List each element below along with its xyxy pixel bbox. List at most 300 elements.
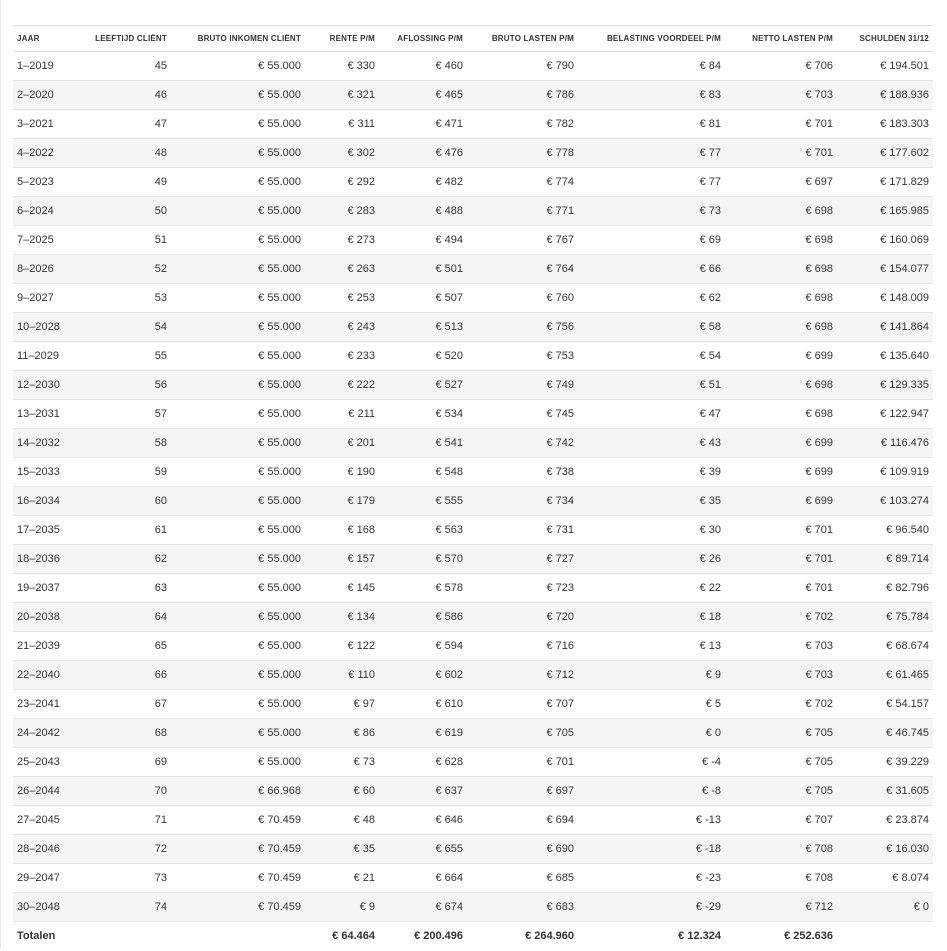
cell-col-gross-costs-pm: € 764 (467, 255, 578, 284)
cell-col-year: 27–2045 (13, 806, 87, 835)
mortgage-schedule-table (13, 25, 933, 951)
cell-col-net-costs-pm: € 698 (725, 197, 837, 226)
cell-col-client-age: 50 (87, 197, 171, 226)
cell-col-repayment-pm: € 471 (379, 110, 467, 139)
cell-col-gross-costs-pm: € 742 (467, 429, 578, 458)
table-row (13, 835, 933, 864)
cell-col-year: 8–2026 (13, 255, 87, 284)
table-body (13, 52, 933, 922)
cell-col-repayment-pm: € 664 (379, 864, 467, 893)
cell-col-year: 28–2046 (13, 835, 87, 864)
cell-col-net-costs-pm: € 697 (725, 168, 837, 197)
table-row (13, 52, 933, 81)
cell-col-repayment-pm: € 482 (379, 168, 467, 197)
cell-col-repayment-pm: € 610 (379, 690, 467, 719)
cell-col-net-costs-pm: € 712 (725, 893, 837, 922)
cell-col-gross-income: € 55.000 (171, 197, 305, 226)
cell-col-gross-income: € 55.000 (171, 458, 305, 487)
cell-col-interest-pm: € 110 (305, 661, 379, 690)
cell-col-gross-costs-pm: € 760 (467, 284, 578, 313)
header-col-gross-costs-pm: BRUTO LASTEN P/M (467, 26, 578, 52)
total-col-tax-benefit-pm: € 12.324 (578, 922, 725, 951)
cell-col-debt-year-end: € 61.465 (837, 661, 933, 690)
cell-col-gross-income: € 55.000 (171, 748, 305, 777)
cell-col-gross-income: € 55.000 (171, 487, 305, 516)
cell-col-year: 14–2032 (13, 429, 87, 458)
table-row (13, 81, 933, 110)
cell-col-interest-pm: € 211 (305, 400, 379, 429)
header-col-gross-income: BRUTO INKOMEN CLIËNT (171, 26, 305, 52)
cell-col-year: 21–2039 (13, 632, 87, 661)
cell-col-interest-pm: € 35 (305, 835, 379, 864)
cell-col-repayment-pm: € 488 (379, 197, 467, 226)
cell-col-year: 3–2021 (13, 110, 87, 139)
cell-col-repayment-pm: € 520 (379, 342, 467, 371)
cell-col-net-costs-pm: € 699 (725, 342, 837, 371)
cell-col-interest-pm: € 283 (305, 197, 379, 226)
cell-col-repayment-pm: € 628 (379, 748, 467, 777)
cell-col-gross-income: € 55.000 (171, 168, 305, 197)
cell-col-interest-pm: € 157 (305, 545, 379, 574)
cell-col-interest-pm: € 134 (305, 603, 379, 632)
cell-col-client-age: 64 (87, 603, 171, 632)
cell-col-net-costs-pm: € 699 (725, 487, 837, 516)
table-row (13, 632, 933, 661)
cell-col-gross-income: € 55.000 (171, 400, 305, 429)
cell-col-interest-pm: € 233 (305, 342, 379, 371)
cell-col-client-age: 57 (87, 400, 171, 429)
total-col-repayment-pm: € 200.496 (379, 922, 467, 951)
table-row (13, 806, 933, 835)
cell-col-repayment-pm: € 534 (379, 400, 467, 429)
cell-col-interest-pm: € 273 (305, 226, 379, 255)
cell-col-gross-income: € 55.000 (171, 661, 305, 690)
table-row (13, 139, 933, 168)
cell-col-net-costs-pm: € 705 (725, 719, 837, 748)
cell-col-gross-costs-pm: € 712 (467, 661, 578, 690)
total-col-gross-costs-pm: € 264.960 (467, 922, 578, 951)
cell-col-net-costs-pm: € 703 (725, 632, 837, 661)
cell-col-year: 4–2022 (13, 139, 87, 168)
cell-col-debt-year-end: € 39.229 (837, 748, 933, 777)
cell-col-tax-benefit-pm: € 77 (578, 139, 725, 168)
cell-col-interest-pm: € 73 (305, 748, 379, 777)
cell-col-repayment-pm: € 578 (379, 574, 467, 603)
cell-col-gross-income: € 70.459 (171, 893, 305, 922)
cell-col-client-age: 61 (87, 516, 171, 545)
cell-col-debt-year-end: € 183.303 (837, 110, 933, 139)
cell-col-debt-year-end: € 23.874 (837, 806, 933, 835)
cell-col-gross-costs-pm: € 705 (467, 719, 578, 748)
cell-col-year: 11–2029 (13, 342, 87, 371)
cell-col-tax-benefit-pm: € 51 (578, 371, 725, 400)
cell-col-net-costs-pm: € 698 (725, 313, 837, 342)
table-row (13, 226, 933, 255)
cell-col-client-age: 73 (87, 864, 171, 893)
cell-col-gross-income: € 55.000 (171, 719, 305, 748)
header-col-interest-pm: RENTE P/M (305, 26, 379, 52)
cell-col-gross-income: € 70.459 (171, 806, 305, 835)
table-row (13, 719, 933, 748)
cell-col-debt-year-end: € 135.640 (837, 342, 933, 371)
cell-col-interest-pm: € 60 (305, 777, 379, 806)
cell-col-debt-year-end: € 188.936 (837, 81, 933, 110)
cell-col-interest-pm: € 190 (305, 458, 379, 487)
table-row (13, 255, 933, 284)
cell-col-net-costs-pm: € 701 (725, 139, 837, 168)
cell-col-repayment-pm: € 602 (379, 661, 467, 690)
cell-col-debt-year-end: € 8.074 (837, 864, 933, 893)
cell-col-year: 13–2031 (13, 400, 87, 429)
cell-col-gross-costs-pm: € 738 (467, 458, 578, 487)
cell-col-debt-year-end: € 75.784 (837, 603, 933, 632)
cell-col-debt-year-end: € 116.476 (837, 429, 933, 458)
cell-col-client-age: 54 (87, 313, 171, 342)
cell-col-debt-year-end: € 160.069 (837, 226, 933, 255)
cell-col-gross-income: € 55.000 (171, 574, 305, 603)
cell-col-net-costs-pm: € 701 (725, 110, 837, 139)
cell-col-net-costs-pm: € 701 (725, 516, 837, 545)
cell-col-tax-benefit-pm: € -8 (578, 777, 725, 806)
cell-col-gross-costs-pm: € 727 (467, 545, 578, 574)
cell-col-gross-costs-pm: € 778 (467, 139, 578, 168)
cell-col-client-age: 59 (87, 458, 171, 487)
cell-col-tax-benefit-pm: € 84 (578, 52, 725, 81)
table-row (13, 661, 933, 690)
cell-col-gross-income: € 70.459 (171, 835, 305, 864)
cell-col-tax-benefit-pm: € 58 (578, 313, 725, 342)
cell-col-year: 9–2027 (13, 284, 87, 313)
cell-col-net-costs-pm: € 705 (725, 777, 837, 806)
cell-col-client-age: 51 (87, 226, 171, 255)
cell-col-debt-year-end: € 171.829 (837, 168, 933, 197)
cell-col-interest-pm: € 21 (305, 864, 379, 893)
cell-col-net-costs-pm: € 703 (725, 81, 837, 110)
cell-col-interest-pm: € 311 (305, 110, 379, 139)
cell-col-year: 24–2042 (13, 719, 87, 748)
cell-col-year: 10–2028 (13, 313, 87, 342)
table-header (13, 26, 933, 52)
cell-col-client-age: 60 (87, 487, 171, 516)
cell-col-client-age: 46 (87, 81, 171, 110)
cell-col-client-age: 63 (87, 574, 171, 603)
cell-col-gross-income: € 55.000 (171, 110, 305, 139)
cell-col-net-costs-pm: € 698 (725, 284, 837, 313)
cell-col-interest-pm: € 97 (305, 690, 379, 719)
table-row (13, 458, 933, 487)
cell-col-net-costs-pm: € 702 (725, 603, 837, 632)
table-row (13, 400, 933, 429)
cell-col-gross-income: € 55.000 (171, 342, 305, 371)
cell-col-debt-year-end: € 154.077 (837, 255, 933, 284)
cell-col-debt-year-end: € 82.796 (837, 574, 933, 603)
cell-col-year: 23–2041 (13, 690, 87, 719)
cell-col-tax-benefit-pm: € 62 (578, 284, 725, 313)
cell-col-repayment-pm: € 460 (379, 52, 467, 81)
total-col-gross-income (171, 922, 305, 951)
cell-col-interest-pm: € 48 (305, 806, 379, 835)
cell-col-gross-costs-pm: € 707 (467, 690, 578, 719)
cell-col-net-costs-pm: € 699 (725, 458, 837, 487)
table-row (13, 574, 933, 603)
cell-col-gross-income: € 55.000 (171, 52, 305, 81)
header-col-tax-benefit-pm: BELASTING VOORDEEL P/M (578, 26, 725, 52)
cell-col-gross-costs-pm: € 683 (467, 893, 578, 922)
cell-col-repayment-pm: € 563 (379, 516, 467, 545)
cell-col-tax-benefit-pm: € 9 (578, 661, 725, 690)
cell-col-repayment-pm: € 494 (379, 226, 467, 255)
cell-col-client-age: 68 (87, 719, 171, 748)
cell-col-debt-year-end: € 165.985 (837, 197, 933, 226)
cell-col-gross-income: € 55.000 (171, 429, 305, 458)
cell-col-gross-income: € 55.000 (171, 632, 305, 661)
cell-col-net-costs-pm: € 698 (725, 371, 837, 400)
cell-col-client-age: 49 (87, 168, 171, 197)
cell-col-tax-benefit-pm: € 77 (578, 168, 725, 197)
cell-col-interest-pm: € 302 (305, 139, 379, 168)
cell-col-tax-benefit-pm: € 73 (578, 197, 725, 226)
cell-col-client-age: 65 (87, 632, 171, 661)
table-row (13, 690, 933, 719)
total-col-net-costs-pm: € 252.636 (725, 922, 837, 951)
cell-col-net-costs-pm: € 705 (725, 748, 837, 777)
cell-col-interest-pm: € 321 (305, 81, 379, 110)
cell-col-year: 18–2036 (13, 545, 87, 574)
cell-col-debt-year-end: € 0 (837, 893, 933, 922)
cell-col-debt-year-end: € 96.540 (837, 516, 933, 545)
cell-col-repayment-pm: € 513 (379, 313, 467, 342)
cell-col-tax-benefit-pm: € 83 (578, 81, 725, 110)
cell-col-client-age: 52 (87, 255, 171, 284)
table-row (13, 197, 933, 226)
cell-col-debt-year-end: € 177.602 (837, 139, 933, 168)
cell-col-gross-income: € 55.000 (171, 255, 305, 284)
cell-col-gross-income: € 55.000 (171, 284, 305, 313)
cell-col-debt-year-end: € 31.605 (837, 777, 933, 806)
cell-col-interest-pm: € 179 (305, 487, 379, 516)
cell-col-tax-benefit-pm: € -23 (578, 864, 725, 893)
header-col-client-age: LEEFTIJD CLIËNT (87, 26, 171, 52)
cell-col-repayment-pm: € 570 (379, 545, 467, 574)
cell-col-gross-income: € 55.000 (171, 226, 305, 255)
cell-col-gross-income: € 55.000 (171, 313, 305, 342)
cell-col-net-costs-pm: € 698 (725, 226, 837, 255)
cell-col-client-age: 71 (87, 806, 171, 835)
table-row (13, 487, 933, 516)
table-row (13, 284, 933, 313)
cell-col-gross-costs-pm: € 685 (467, 864, 578, 893)
cell-col-tax-benefit-pm: € 81 (578, 110, 725, 139)
cell-col-tax-benefit-pm: € 69 (578, 226, 725, 255)
cell-col-tax-benefit-pm: € 35 (578, 487, 725, 516)
cell-col-tax-benefit-pm: € 39 (578, 458, 725, 487)
cell-col-gross-costs-pm: € 790 (467, 52, 578, 81)
table-row (13, 516, 933, 545)
cell-col-repayment-pm: € 501 (379, 255, 467, 284)
cell-col-client-age: 66 (87, 661, 171, 690)
cell-col-client-age: 55 (87, 342, 171, 371)
cell-col-interest-pm: € 145 (305, 574, 379, 603)
cell-col-repayment-pm: € 507 (379, 284, 467, 313)
cell-col-gross-income: € 70.459 (171, 864, 305, 893)
cell-col-repayment-pm: € 646 (379, 806, 467, 835)
cell-col-debt-year-end: € 129.335 (837, 371, 933, 400)
cell-col-tax-benefit-pm: € 47 (578, 400, 725, 429)
cell-col-debt-year-end: € 89.714 (837, 545, 933, 574)
cell-col-gross-costs-pm: € 701 (467, 748, 578, 777)
cell-col-gross-costs-pm: € 745 (467, 400, 578, 429)
table-row (13, 371, 933, 400)
cell-col-interest-pm: € 330 (305, 52, 379, 81)
cell-col-debt-year-end: € 68.674 (837, 632, 933, 661)
cell-col-debt-year-end: € 46.745 (837, 719, 933, 748)
cell-col-year: 25–2043 (13, 748, 87, 777)
cell-col-debt-year-end: € 194.501 (837, 52, 933, 81)
cell-col-tax-benefit-pm: € 43 (578, 429, 725, 458)
cell-col-interest-pm: € 168 (305, 516, 379, 545)
cell-col-year: 20–2038 (13, 603, 87, 632)
cell-col-client-age: 67 (87, 690, 171, 719)
cell-col-repayment-pm: € 619 (379, 719, 467, 748)
cell-col-gross-income: € 55.000 (171, 81, 305, 110)
cell-col-client-age: 45 (87, 52, 171, 81)
cell-col-net-costs-pm: € 706 (725, 52, 837, 81)
cell-col-interest-pm: € 292 (305, 168, 379, 197)
cell-col-net-costs-pm: € 699 (725, 429, 837, 458)
table-row (13, 777, 933, 806)
cell-col-client-age: 69 (87, 748, 171, 777)
cell-col-gross-income: € 55.000 (171, 516, 305, 545)
table-row (13, 429, 933, 458)
cell-col-year: 5–2023 (13, 168, 87, 197)
table-row (13, 342, 933, 371)
cell-col-tax-benefit-pm: € -4 (578, 748, 725, 777)
cell-col-debt-year-end: € 122.947 (837, 400, 933, 429)
table-row (13, 864, 933, 893)
cell-col-debt-year-end: € 16.030 (837, 835, 933, 864)
cell-col-gross-costs-pm: € 771 (467, 197, 578, 226)
cell-col-gross-costs-pm: € 774 (467, 168, 578, 197)
cell-col-net-costs-pm: € 702 (725, 690, 837, 719)
cell-col-debt-year-end: € 141.864 (837, 313, 933, 342)
header-col-net-costs-pm: NETTO LASTEN P/M (725, 26, 837, 52)
cell-col-tax-benefit-pm: € 5 (578, 690, 725, 719)
cell-col-interest-pm: € 253 (305, 284, 379, 313)
cell-col-tax-benefit-pm: € -13 (578, 806, 725, 835)
cell-col-interest-pm: € 263 (305, 255, 379, 284)
cell-col-interest-pm: € 86 (305, 719, 379, 748)
cell-col-interest-pm: € 243 (305, 313, 379, 342)
cell-col-year: 12–2030 (13, 371, 87, 400)
cell-col-client-age: 58 (87, 429, 171, 458)
total-col-client-age (87, 922, 171, 951)
cell-col-gross-costs-pm: € 756 (467, 313, 578, 342)
cell-col-year: 29–2047 (13, 864, 87, 893)
cell-col-interest-pm: € 9 (305, 893, 379, 922)
cell-col-repayment-pm: € 527 (379, 371, 467, 400)
cell-col-tax-benefit-pm: € -18 (578, 835, 725, 864)
cell-col-gross-costs-pm: € 782 (467, 110, 578, 139)
table-row (13, 748, 933, 777)
total-col-debt-year-end (837, 922, 933, 951)
table-row (13, 168, 933, 197)
cell-col-year: 15–2033 (13, 458, 87, 487)
cell-col-repayment-pm: € 594 (379, 632, 467, 661)
cell-col-tax-benefit-pm: € 18 (578, 603, 725, 632)
cell-col-tax-benefit-pm: € 30 (578, 516, 725, 545)
cell-col-repayment-pm: € 555 (379, 487, 467, 516)
cell-col-year: 6–2024 (13, 197, 87, 226)
cell-col-repayment-pm: € 465 (379, 81, 467, 110)
header-row (13, 26, 933, 52)
table-row (13, 545, 933, 574)
table-row (13, 603, 933, 632)
cell-col-gross-costs-pm: € 749 (467, 371, 578, 400)
header-col-repayment-pm: AFLOSSING P/M (379, 26, 467, 52)
cell-col-gross-income: € 55.000 (171, 545, 305, 574)
cell-col-debt-year-end: € 109.919 (837, 458, 933, 487)
cell-col-repayment-pm: € 655 (379, 835, 467, 864)
cell-col-client-age: 74 (87, 893, 171, 922)
cell-col-year: 19–2037 (13, 574, 87, 603)
cell-col-year: 1–2019 (13, 52, 87, 81)
total-col-interest-pm: € 64.464 (305, 922, 379, 951)
cell-col-tax-benefit-pm: € 13 (578, 632, 725, 661)
cell-col-client-age: 53 (87, 284, 171, 313)
cell-col-debt-year-end: € 103.274 (837, 487, 933, 516)
cell-col-net-costs-pm: € 701 (725, 574, 837, 603)
cell-col-year: 26–2044 (13, 777, 87, 806)
cell-col-gross-income: € 66.968 (171, 777, 305, 806)
cell-col-debt-year-end: € 148.009 (837, 284, 933, 313)
cell-col-gross-costs-pm: € 767 (467, 226, 578, 255)
cell-col-gross-costs-pm: € 731 (467, 516, 578, 545)
cell-col-repayment-pm: € 541 (379, 429, 467, 458)
cell-col-year: 17–2035 (13, 516, 87, 545)
cell-col-interest-pm: € 201 (305, 429, 379, 458)
cell-col-repayment-pm: € 548 (379, 458, 467, 487)
table-footer (13, 922, 933, 951)
cell-col-tax-benefit-pm: € -29 (578, 893, 725, 922)
cell-col-tax-benefit-pm: € 54 (578, 342, 725, 371)
cell-col-gross-costs-pm: € 720 (467, 603, 578, 632)
totals-label: Totalen (13, 922, 87, 951)
cell-col-gross-income: € 55.000 (171, 371, 305, 400)
header-col-year: JAAR (13, 26, 87, 52)
cell-col-tax-benefit-pm: € 0 (578, 719, 725, 748)
cell-col-tax-benefit-pm: € 22 (578, 574, 725, 603)
cell-col-gross-costs-pm: € 786 (467, 81, 578, 110)
cell-col-year: 2–2020 (13, 81, 87, 110)
table-row (13, 893, 933, 922)
cell-col-year: 7–2025 (13, 226, 87, 255)
cell-col-gross-income: € 55.000 (171, 690, 305, 719)
cell-col-year: 22–2040 (13, 661, 87, 690)
cell-col-gross-costs-pm: € 734 (467, 487, 578, 516)
cell-col-client-age: 48 (87, 139, 171, 168)
cell-col-tax-benefit-pm: € 26 (578, 545, 725, 574)
cell-col-client-age: 72 (87, 835, 171, 864)
cell-col-gross-costs-pm: € 753 (467, 342, 578, 371)
cell-col-year: 30–2048 (13, 893, 87, 922)
cell-col-gross-costs-pm: € 694 (467, 806, 578, 835)
cell-col-client-age: 56 (87, 371, 171, 400)
cell-col-gross-income: € 55.000 (171, 603, 305, 632)
cell-col-repayment-pm: € 586 (379, 603, 467, 632)
cell-col-gross-costs-pm: € 690 (467, 835, 578, 864)
header-col-debt-year-end: SCHULDEN 31/12 (837, 26, 933, 52)
table-row (13, 313, 933, 342)
